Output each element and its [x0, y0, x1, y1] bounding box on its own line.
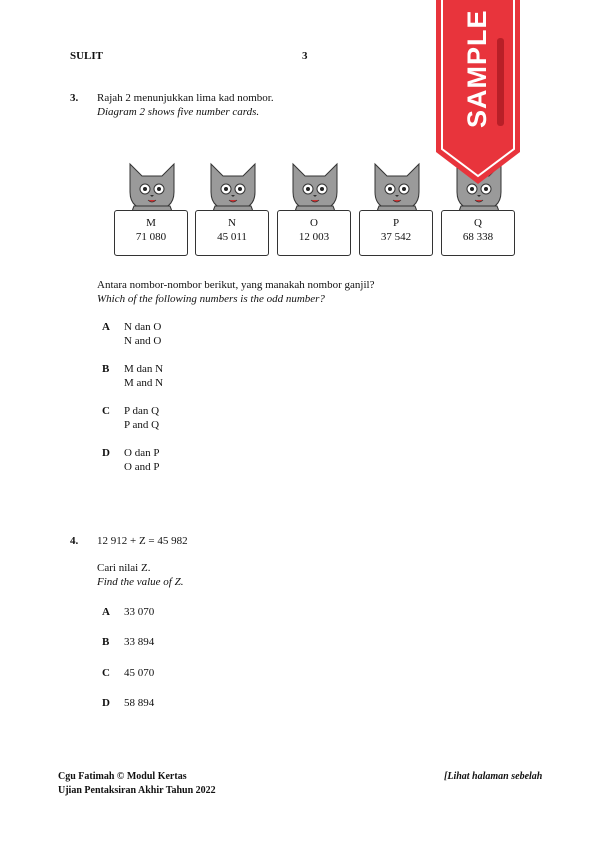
option-text-ms: N dan O — [124, 321, 162, 333]
header-sulit: SULIT — [70, 50, 104, 62]
sample-text: SAMPLE — [462, 9, 492, 128]
card-label: P — [392, 217, 400, 229]
option-letter: C — [102, 405, 110, 417]
option-letter: A — [102, 321, 110, 333]
option-text-ms: M dan N — [124, 363, 164, 375]
number-card-p — [359, 210, 433, 256]
question-3-ask-ms: Antara nombor-nombor berikut, yang manakah nombor ganjil? — [97, 279, 375, 291]
footer-exam-title: Ujian Pentaksiran Akhir Tahun 2022 — [58, 785, 216, 796]
number-card-m — [114, 210, 188, 256]
card-value: 68 338 — [462, 231, 494, 243]
option-letter: A — [102, 606, 110, 618]
footer-author: Cgu Fatimah © Modul Kertas — [58, 771, 187, 782]
page-number: 3 — [302, 50, 308, 62]
question-4-prompt-en: Find the value of Z. — [97, 576, 184, 588]
sample-ribbon — [436, 0, 520, 184]
card-value: 37 542 — [380, 231, 412, 243]
option-letter: B — [102, 636, 110, 648]
footer-next-page: [Lihat halaman sebelah — [444, 771, 543, 782]
option-text-ms: O dan P — [124, 447, 160, 459]
card-value: 12 003 — [298, 231, 330, 243]
card-value: 71 080 — [135, 231, 167, 243]
card-label: O — [310, 217, 318, 229]
question-4-equation: 12 912 + Z = 45 982 — [97, 535, 188, 547]
option-text-en: P and Q — [124, 419, 160, 431]
question-3-prompt-ms: Rajah 2 menunjukkan lima kad nombor. — [97, 92, 274, 104]
option-letter: C — [102, 667, 110, 679]
option-letter: D — [102, 697, 110, 709]
question-3-prompt-en: Diagram 2 shows five number cards. — [97, 106, 260, 118]
question-4-number: 4. — [70, 535, 79, 547]
question-3-number: 3. — [70, 92, 79, 104]
option-text-en: N and O — [124, 335, 162, 347]
number-card-o — [277, 210, 351, 256]
option-text-en: M and N — [124, 377, 164, 389]
option-text-en: O and P — [124, 461, 160, 473]
card-label: N — [228, 217, 236, 229]
question-3-ask-en: Which of the following numbers is the odd number? — [97, 293, 325, 305]
option-value: 45 070 — [124, 667, 155, 679]
card-value: 45 011 — [217, 231, 247, 243]
number-card-q — [441, 210, 515, 256]
option-value: 33 894 — [124, 636, 155, 648]
option-letter: D — [102, 447, 110, 459]
option-text-ms: P dan Q — [124, 405, 160, 417]
number-card-n — [195, 210, 269, 256]
option-value: 33 070 — [124, 606, 155, 618]
option-value: 58 894 — [124, 697, 155, 709]
card-label: Q — [474, 217, 482, 229]
card-label: M — [146, 217, 156, 229]
option-letter: B — [102, 363, 110, 375]
question-4-prompt-ms: Cari nilai Z. — [97, 562, 151, 574]
